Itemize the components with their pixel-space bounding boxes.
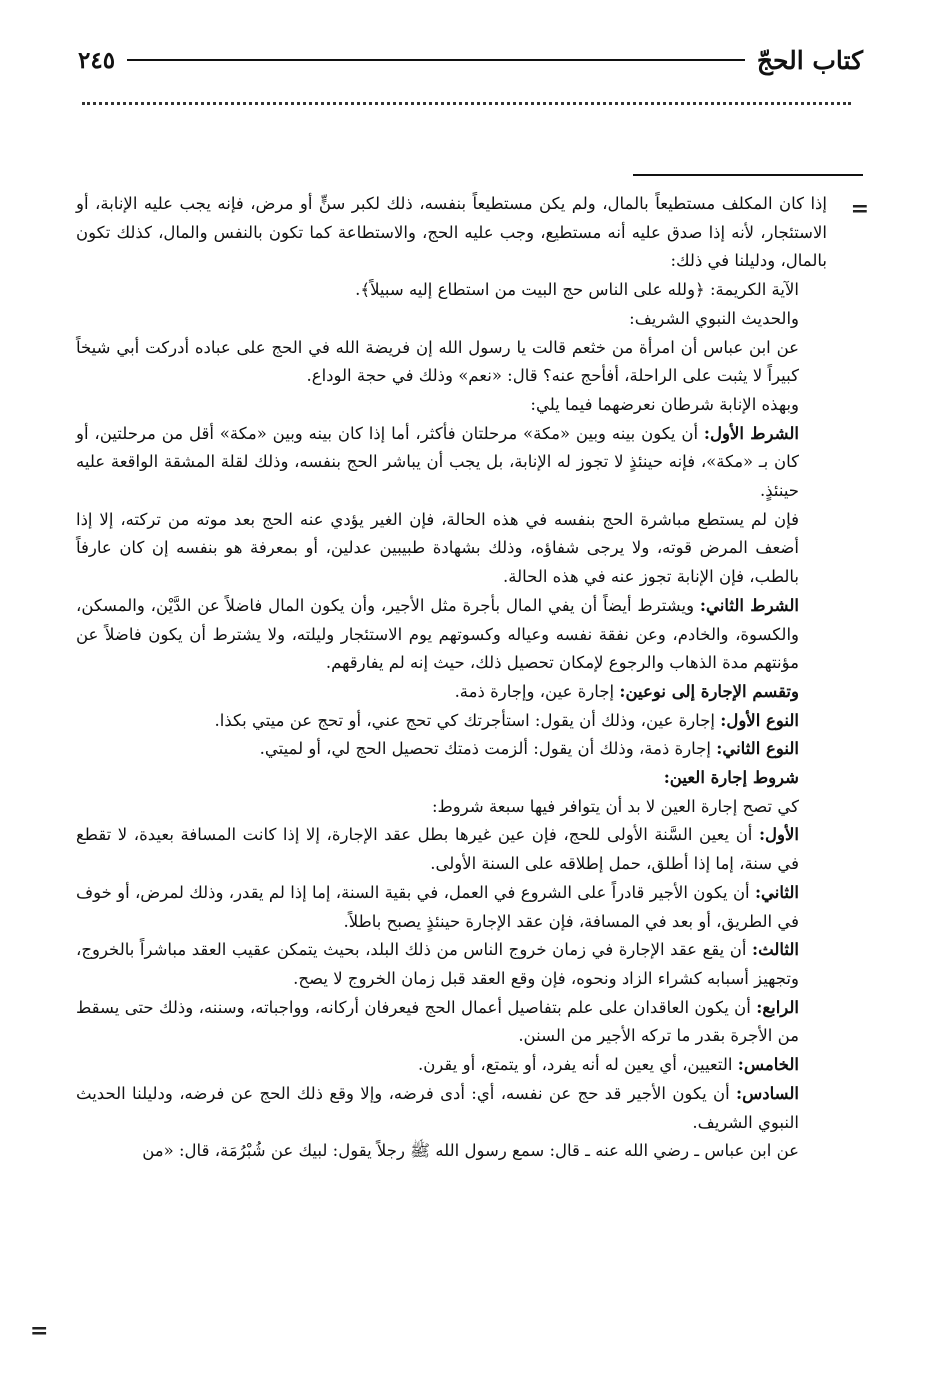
paragraph xyxy=(76,506,827,592)
page-number: ٢٤٥ xyxy=(78,46,116,74)
paragraph xyxy=(76,678,827,707)
paragraph-term: الخامس: xyxy=(737,1055,799,1075)
paragraph-text: الآية الكريمة: ﴿ولله على الناس حج البيت من استطاع إليه سبيلاً﴾. xyxy=(355,280,799,300)
paragraph-term: السادس: xyxy=(736,1083,799,1103)
paragraph-text: أن يكون العاقدان على علم بتفاصيل أعمال الحج فيعرفان أركانه، وواجباته، وسننه، وذلك حتى يسقط من الأجرة بقدر ما تركه الأجير من السنن. xyxy=(76,997,799,1046)
continuation-mark-top: = xyxy=(850,196,869,222)
footnote-body xyxy=(76,190,827,1166)
paragraph-text: إجارة ذمة، وذلك أن يقول: ألزمت ذمتك تحصيل الحج لي، أو لميتي. xyxy=(259,739,717,759)
paragraph-text: إذا كان المكلف مستطيعاً بالمال، ولم يكن مستطيعاً بنفسه، ذلك لكبر سنٍّ أو مرض، فإنه يجب عليه الإنابة، أو الاستئجار، لأنه إذا صدق عليه أنه مستطيع، وجب عليه الحج، والاستطاعة كما تكون بالنفس والمال، كذلك تكون بالمال، ودليلنا في ذلك: xyxy=(76,194,827,271)
paragraph-text: ويشترط أيضاً أن يفي المال بأجرة مثل الأجير، وأن يكون المال فاضلاً عن الدَّيْن، والمسكن، والكسوة، والخادم، وعن نفقة نفسه وعياله وكسوتهم يوم الاستئجار وليلته، ولا يشترط أن يكون فاضلاً عن مؤنتهم مدة الذهاب والرجوع لإمكان تحصيل ذلك، حيث إنه لم يفارقهم. xyxy=(76,595,799,673)
paragraph xyxy=(76,420,827,506)
paragraph-text: إجارة عين، وإجارة ذمة. xyxy=(454,681,620,701)
paragraph xyxy=(76,334,827,391)
paragraph-text: وبهذه الإنابة شرطان نعرضهما فيما يلي: xyxy=(530,394,799,414)
paragraph-text: التعيين، أي يعين له أنه يفرد، أو يتمتع، أو يقرن. xyxy=(417,1055,738,1075)
paragraph xyxy=(76,276,827,305)
paragraph-term: وتقسم الإجارة إلى نوعين: xyxy=(619,681,799,701)
paragraph-term: الرابع: xyxy=(756,997,799,1017)
paragraph-text: أن يعين السَّنة الأولى للحج، فإن عين غيرها بطل عقد الإجارة، إلا إذا كانت المسافة بعيدة، لا تقطع في سنة، إما إذا أطلق، حمل إطلاقه على السنة الأولى. xyxy=(76,825,799,874)
paragraph xyxy=(76,592,827,678)
paragraph xyxy=(76,764,827,793)
paragraph xyxy=(76,735,827,764)
paragraph-term: النوع الثاني: xyxy=(716,739,799,759)
paragraph xyxy=(76,994,827,1051)
paragraph xyxy=(76,1137,827,1166)
paragraph-text: كي تصح إجارة العين لا بد أن يتوافر فيها سبعة شروط: xyxy=(431,796,799,816)
paragraph xyxy=(76,793,827,822)
book-title: كتاب الحجّ xyxy=(756,45,863,75)
paragraph-term: شروط إجارة العين: xyxy=(663,768,799,788)
paragraph-text: إجارة عين، وذلك أن يقول: استأجرتك كي تحج عني، أو تحج عن ميتي بكذا. xyxy=(214,710,721,730)
paragraph xyxy=(76,879,827,936)
paragraph-text: أن يكون الأجير قادراً على الشروع في العمل، في بقية السنة، إما إذا لم يقدر، وذلك لمرض، أو خوف في الطريق، أو بعد في المسافة، فإن عقد الإجارة حينئذٍ يصبح باطلاً. xyxy=(76,882,799,931)
paragraph-text: والحديث النبوي الشريف: xyxy=(629,308,799,328)
paragraph xyxy=(76,305,827,334)
paragraph-term: الشرط الثاني: xyxy=(699,595,800,615)
paragraph xyxy=(76,190,827,276)
paragraph xyxy=(76,1080,827,1137)
header-rule xyxy=(127,59,745,61)
continuation-mark-bottom: = xyxy=(30,1318,49,1344)
paragraph-text: أن يقع عقد الإجارة في زمان خروج الناس من ذلك البلد، بحيث يتمكن عقيب العقد مباشراً بالخروج، وتجهيز أسبابه كشراء الزاد ونحوه، فإن وقع العقد قبل زمان الخروج لا يصح. xyxy=(76,940,799,988)
page-header xyxy=(78,40,863,80)
paragraph-text: فإن لم يستطع مباشرة الحج بنفسه في هذه الحالة، فإن الغير يؤدي عنه الحج بعد موته من تركته، إلا إذا أضعف المرض قوته، ولا يرجى شفاؤه، وذلك بشهادة طبيبين عدلين، أو بمعرفة هو بنفسه إن كان عارفاً بالطب، فإن الإنابة تجوز عنه في هذه الحالة. xyxy=(76,509,799,587)
paragraph-term: الأول: xyxy=(758,825,799,845)
paragraph-term: النوع الأول: xyxy=(720,710,799,730)
paragraph xyxy=(76,707,827,736)
paragraph xyxy=(76,821,827,878)
paragraph-term: الثاني: xyxy=(754,882,799,902)
paragraph-text: عن ابن عباس ـ رضي الله عنه ـ قال: سمع رسول الله ﷺ رجلاً يقول: لبيك عن شُبْرُمَة، قال: «من xyxy=(142,1141,799,1161)
paragraph-text: عن ابن عباس أن امرأة من خثعم قالت يا رسول الله إن فريضة الله في الحج على عباده أدركت أبي شيخاً كبيراً لا يثبت على الراحلة، أفأحج عنه؟ قال: «نعم» وذلك في حجة الوداع. xyxy=(76,337,799,386)
paragraph xyxy=(76,936,827,993)
paragraph-term: الشرط الأول: xyxy=(703,423,799,443)
footnote-rule xyxy=(633,174,863,176)
dotted-separator xyxy=(82,102,851,105)
paragraph-text: أن يكون الأجير قد حج عن نفسه، أي: أدى فرضه، وإلا وقع ذلك الحج عن فرضه، ودليلنا الحديث النبوي الشريف. xyxy=(76,1083,799,1132)
paragraph xyxy=(76,1051,827,1080)
paragraph xyxy=(76,391,827,420)
paragraph-text: أن يكون بينه وبين «مكة» مرحلتان فأكثر، أما إذا كان بينه وبين «مكة» أقل من مرحلتين، أو كان بـ «مكة»، فإنه حينئذٍ لا تجوز له الإنابة، بل يجب أن يباشر الحج بنفسه، وذلك لقلة المشقة الواقعة عليه حينئذٍ. xyxy=(76,423,799,501)
paragraph-term: الثالث: xyxy=(752,940,799,960)
